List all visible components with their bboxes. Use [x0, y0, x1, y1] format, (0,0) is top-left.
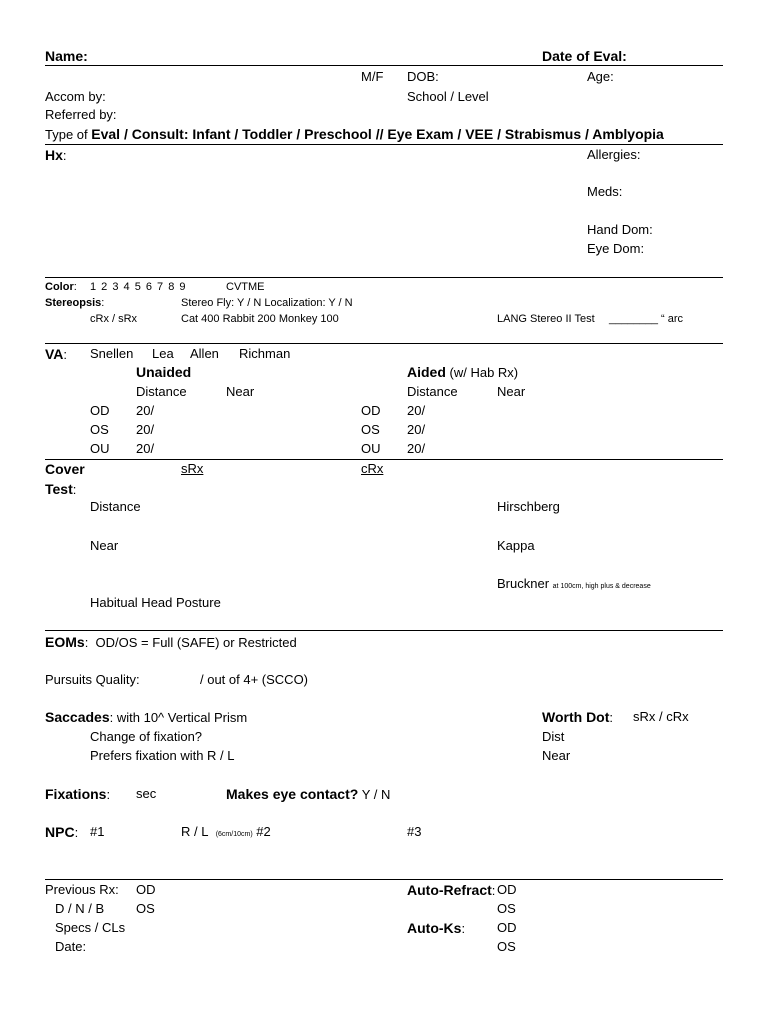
aided-od-acuity[interactable]: 20/ [407, 403, 426, 418]
divider [45, 65, 723, 66]
aided-os-label: OS [361, 422, 380, 437]
divider [45, 879, 723, 880]
specs-cls-label: Specs / CLs [55, 920, 126, 935]
stereo-fly-label: Stereo Fly: Y / N Localization: Y / N [181, 297, 353, 309]
unaided-ou-acuity[interactable]: 20/ [136, 441, 155, 456]
divider [45, 630, 723, 631]
cover-srx-heading: sRx [181, 461, 204, 476]
auto-ks-label: Auto-Ks: [407, 920, 466, 936]
hand-dom-label: Hand Dom: [587, 222, 653, 237]
bruckner-note: at 100cm, high plus & decrease [552, 583, 651, 590]
stereopsis-label: Stereopsis: [45, 297, 105, 309]
hirschberg-label: Hirschberg [497, 499, 560, 514]
eye-dom-label: Eye Dom: [587, 241, 645, 256]
unaided-od-acuity[interactable]: 20/ [136, 403, 155, 418]
cover-near-label: Near [90, 538, 119, 553]
auto-refract-od: OD [497, 882, 517, 897]
meds-label: Meds: [587, 184, 623, 199]
date-of-eval-label: Date of Eval: [542, 48, 627, 64]
prefers-fixation-label: Prefers fixation with R / L [90, 748, 235, 763]
change-fixation-label: Change of fixation? [90, 729, 203, 744]
referred-by-label: Referred by: [45, 107, 117, 122]
stereo-animals-label: Cat 400 Rabbit 200 Monkey 100 [181, 313, 339, 325]
crx-srx-label: cRx / sRx [90, 313, 138, 325]
name-field[interactable]: Name: [45, 48, 88, 64]
pursuits-label: Pursuits Quality: [45, 672, 140, 687]
unaided-near-label: Near [226, 384, 255, 399]
color-plate-numbers: 1 2 3 4 5 6 7 8 9 [90, 281, 187, 293]
kappa-label: Kappa [497, 538, 535, 553]
worth-dot-options: sRx / cRx [633, 709, 689, 724]
unaided-os-acuity[interactable]: 20/ [136, 422, 155, 437]
va-label: VA: [45, 346, 68, 362]
unaided-os-label: OS [90, 422, 109, 437]
sex-field: M/F [361, 69, 384, 84]
name-label: Name [45, 48, 84, 64]
auto-ks-od: OD [497, 920, 517, 935]
npc-label: NPC: [45, 824, 79, 840]
worth-dot-label: Worth Dot: [542, 709, 614, 725]
divider [45, 277, 723, 278]
unaided-ou-label: OU [90, 441, 110, 456]
cvtme-label: CVTME [226, 281, 265, 293]
previous-rx-od: OD [136, 882, 156, 897]
dnb-label: D / N / B [55, 901, 105, 916]
aided-near-label: Near [497, 384, 526, 399]
npc-note: (6cm/10cm) [215, 831, 253, 838]
previous-rx-label: Previous Rx: [45, 882, 119, 897]
fixations-sec: sec [136, 786, 157, 801]
worth-near-label: Near [542, 748, 571, 763]
type-of-eval-row: Type of Eval / Consult: Infant / Toddler / Preschool // Eye Exam / VEE / Strabismus / Amblyopia [45, 126, 664, 142]
va-chart-allen: Allen [190, 346, 219, 361]
aided-ou-label: OU [361, 441, 381, 456]
age-label: Age: [587, 69, 614, 84]
va-chart-lea: Lea [152, 346, 174, 361]
lang-stereo-label: LANG Stereo II Test [497, 313, 595, 325]
auto-ks-os: OS [497, 939, 516, 954]
aided-od-label: OD [361, 403, 381, 418]
cover-crx-heading: cRx [361, 461, 384, 476]
divider [45, 144, 723, 145]
fixations-label: Fixations: [45, 786, 111, 802]
arc-field[interactable]: ________ “ arc [609, 313, 684, 325]
pursuits-scale: / out of 4+ (SCCO) [200, 672, 309, 687]
accom-by-label: Accom by: [45, 89, 106, 104]
cover-distance-label: Distance [90, 499, 141, 514]
unaided-distance-label: Distance [136, 384, 187, 399]
auto-refract-label: Auto-Refract: [407, 882, 496, 898]
eoms-row: EOMs: OD/OS = Full (SAFE) or Restricted [45, 634, 297, 650]
va-chart-richman: Richman [239, 346, 291, 361]
va-chart-snellen: Snellen [90, 346, 134, 361]
divider [45, 343, 723, 344]
npc-2-row: R / L (6cm/10cm) #2 [181, 824, 271, 839]
unaided-heading: Unaided [136, 364, 192, 380]
test-label: Test: [45, 481, 77, 497]
divider [45, 459, 723, 460]
eval-type-options: Eval / Consult: Infant / Toddler / Preschool // Eye Exam / VEE / Strabismus / Amblyopia [91, 126, 664, 142]
auto-refract-os: OS [497, 901, 516, 916]
npc-3: #3 [407, 824, 422, 839]
worth-dist-label: Dist [542, 729, 565, 744]
rx-date-label: Date: [55, 939, 87, 954]
eye-contact-row: Makes eye contact? Y / N [226, 786, 391, 802]
aided-os-acuity[interactable]: 20/ [407, 422, 426, 437]
hx-label: Hx: [45, 147, 67, 163]
bruckner-label: Bruckner at 100cm, high plus & decrease [497, 576, 651, 591]
aided-distance-label: Distance [407, 384, 458, 399]
unaided-od-label: OD [90, 403, 110, 418]
allergies-label: Allergies: [587, 147, 641, 162]
cover-label: Cover [45, 461, 85, 477]
aided-heading: Aided (w/ Hab Rx) [407, 364, 519, 380]
head-posture-label: Habitual Head Posture [90, 595, 221, 610]
saccades-row: Saccades: with 10^ Vertical Prism [45, 709, 248, 725]
dob-label: DOB: [407, 69, 439, 84]
school-level-label: School / Level [407, 89, 489, 104]
aided-ou-acuity[interactable]: 20/ [407, 441, 426, 456]
color-label: Color: [45, 281, 77, 293]
npc-1: #1 [90, 824, 105, 839]
previous-rx-os: OS [136, 901, 155, 916]
